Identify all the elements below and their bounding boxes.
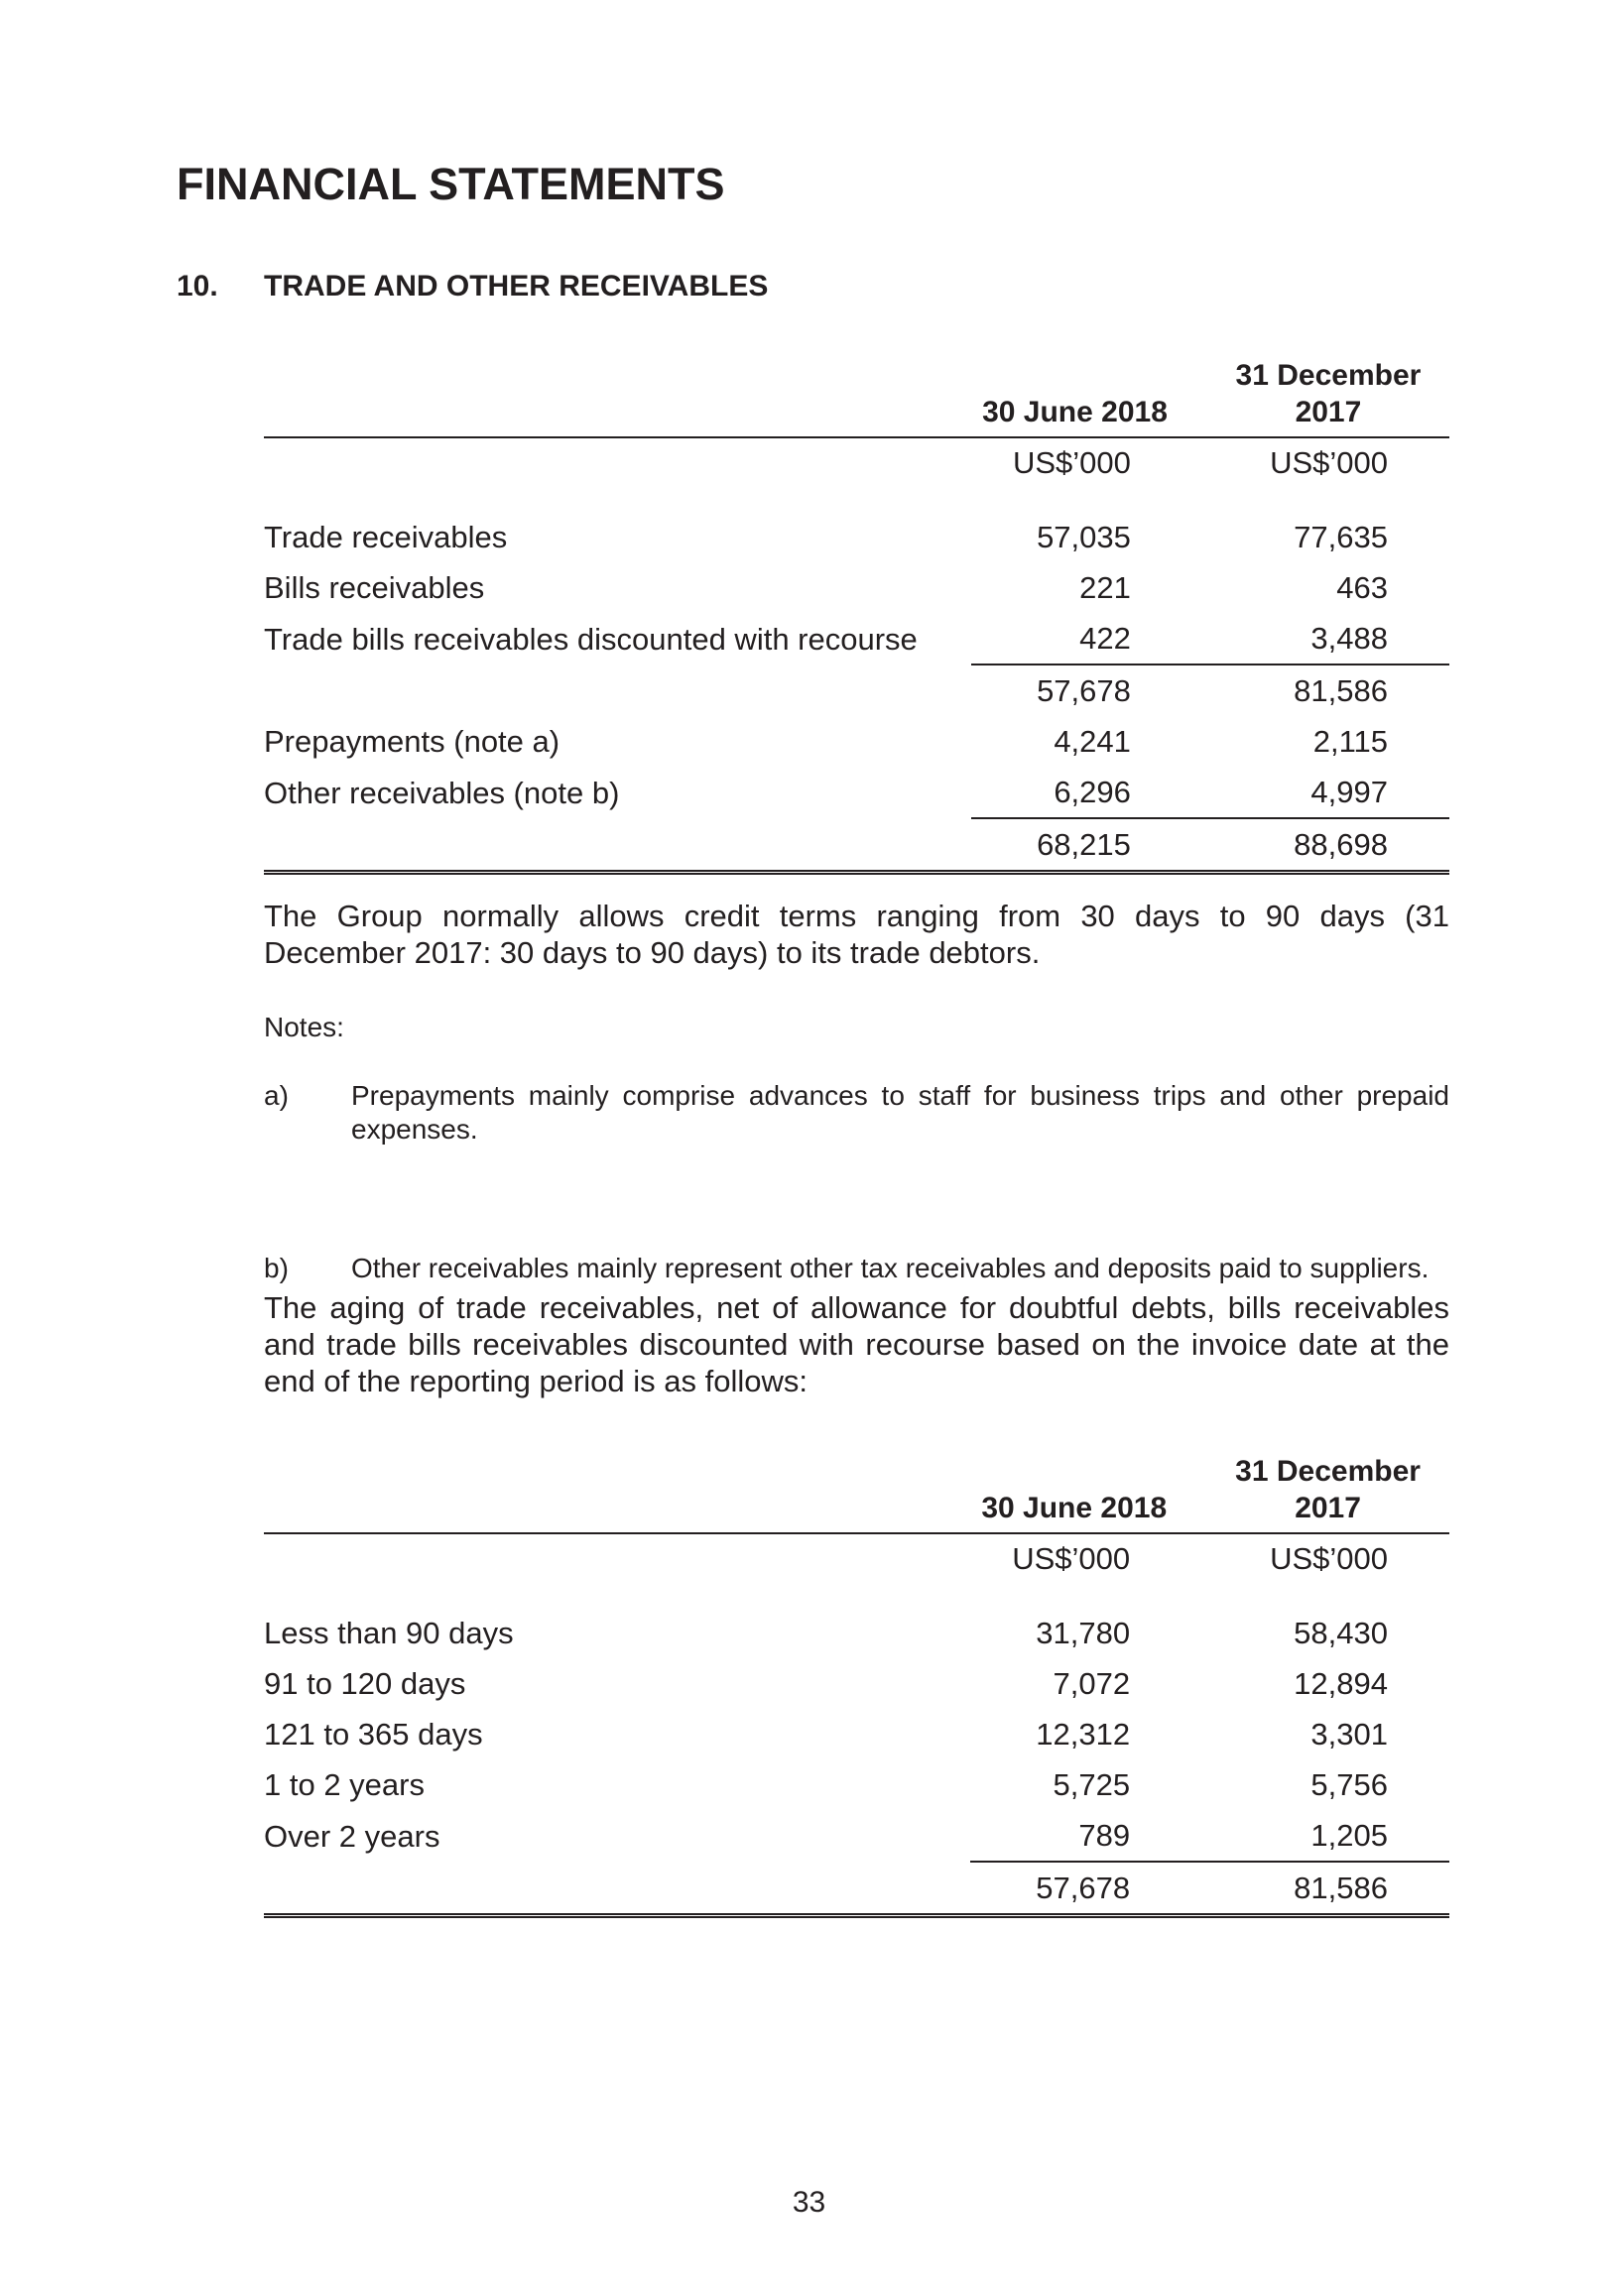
subtotal-row: 57,678 81,586 xyxy=(1037,673,1388,708)
aging-table-container xyxy=(264,1453,1449,1918)
total-row: 68,215 88,698 xyxy=(264,818,1449,873)
column-header-june-2018: 30 June 2018 xyxy=(970,1453,1167,1533)
column-header-december-2017: 31 December 2017 xyxy=(1168,357,1449,437)
table-row: Prepayments (note a) 4,241 2,115 xyxy=(264,724,1388,759)
note-marker: b) xyxy=(264,1253,289,1283)
page-number: 33 xyxy=(792,2186,826,2219)
notes-label: Notes: xyxy=(264,1012,344,1042)
unit-label: US$’000 xyxy=(1012,1541,1131,1576)
table-row: Over 2 years 789 1,205 xyxy=(264,1810,1449,1862)
note-text: Prepayments mainly comprise advances to staff for business trips and other prepaid expenses. xyxy=(351,1080,1449,1145)
unit-label: US$’000 xyxy=(1270,445,1388,480)
unit-label: US$’000 xyxy=(1012,445,1131,480)
section-title xyxy=(177,270,768,303)
receivables-table-container xyxy=(264,357,1449,875)
credit-terms-paragraph: The Group normally allows credit terms ranging from 30 days to 90 days (31 December 2017: 30 days to 90 days) to its trade debtors. xyxy=(264,899,1449,970)
page-header: FINANCIAL STATEMENTS xyxy=(177,159,725,209)
table-row: Less than 90 days 31,780 58,430 xyxy=(264,1616,1388,1650)
aging-paragraph: The aging of trade receivables, net of allowance for doubtful debts, bills receivables and trade bills receivables discounted with recourse based on the invoice date at the end of the reporting period is as follows: xyxy=(264,1290,1449,1398)
table-row: Trade bills receivables discounted with recourse 422 3,488 xyxy=(264,613,1449,665)
section-heading: TRADE AND OTHER RECEIVABLES xyxy=(264,270,769,302)
table-row: Bills receivables 221 463 xyxy=(264,570,1388,605)
note-marker: a) xyxy=(264,1080,289,1111)
total-row: 57,678 81,586 xyxy=(264,1862,1449,1916)
table-header-row xyxy=(264,357,1449,437)
column-header-june-2018: 30 June 2018 xyxy=(971,357,1168,437)
note-b xyxy=(264,1252,1449,1285)
unit-row xyxy=(264,1533,1449,1588)
unit-label: US$’000 xyxy=(1270,1541,1388,1576)
table-header-row xyxy=(264,1453,1449,1533)
note-text: Other receivables mainly represent other tax receivables and deposits paid to suppliers. xyxy=(351,1253,1430,1283)
aging-table xyxy=(264,1453,1449,1918)
table-row: Trade receivables 57,035 77,635 xyxy=(264,520,1388,554)
table-row: 91 to 120 days 7,072 12,894 xyxy=(264,1666,1388,1701)
receivables-table xyxy=(264,357,1449,875)
section-number: 10. xyxy=(177,270,218,302)
column-header-december-2017: 31 December 2017 xyxy=(1167,1453,1449,1533)
table-row: Other receivables (note b) 6,296 4,997 xyxy=(264,767,1449,818)
unit-row xyxy=(264,437,1449,492)
table-row: 1 to 2 years 5,725 5,756 xyxy=(264,1767,1388,1802)
table-row: 121 to 365 days 12,312 3,301 xyxy=(264,1717,1388,1752)
note-a xyxy=(264,1079,1449,1147)
